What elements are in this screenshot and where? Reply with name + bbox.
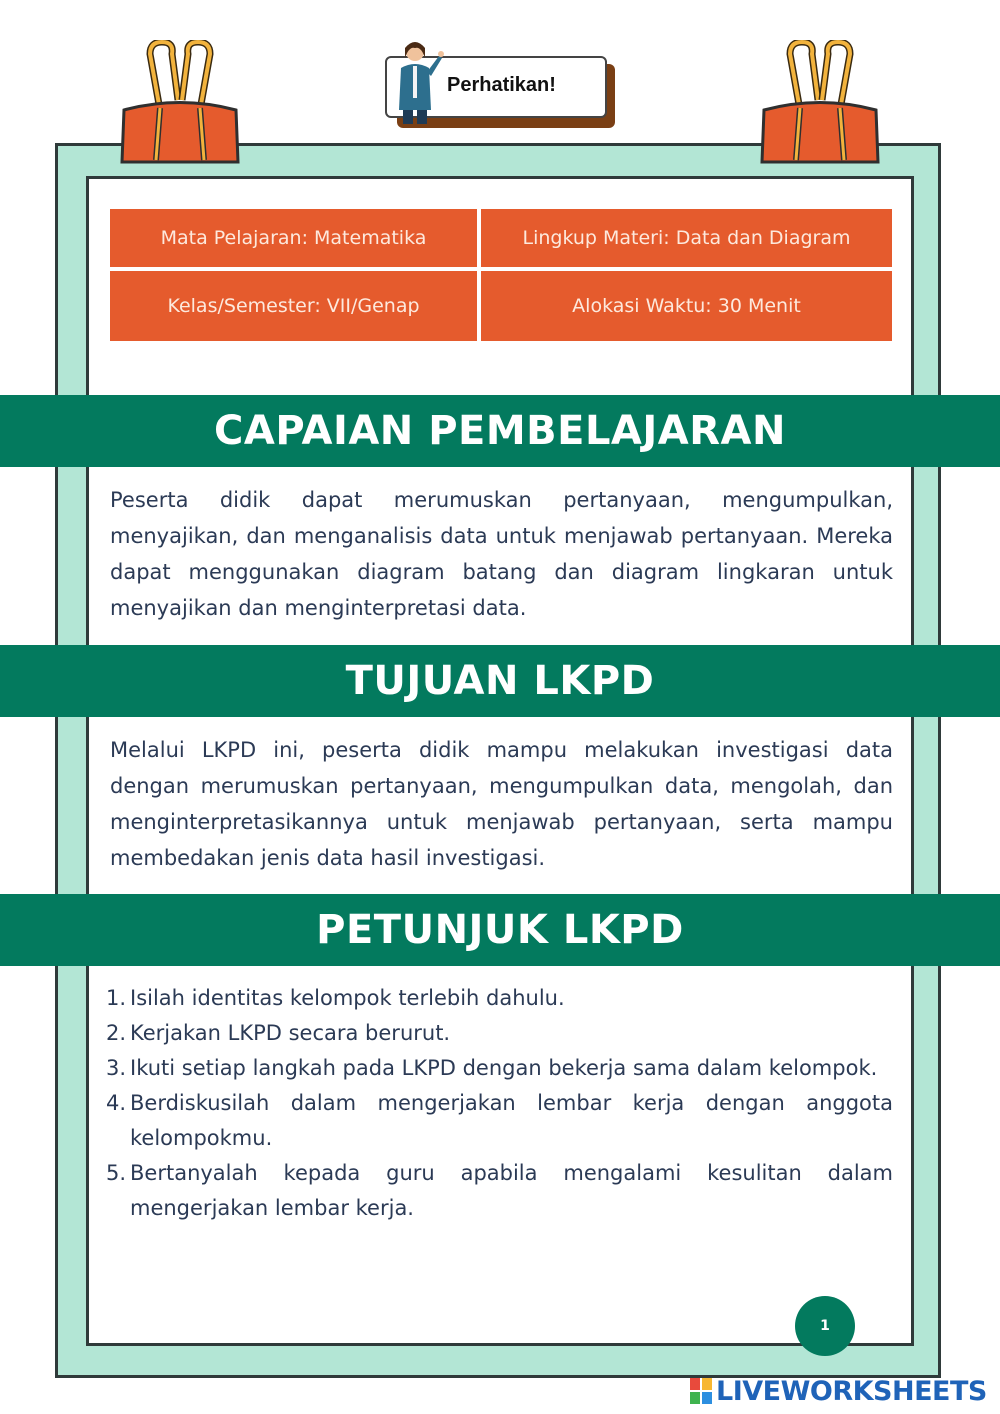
list-item bbox=[106, 1016, 893, 1051]
attention-card bbox=[385, 50, 617, 130]
info-subject: Mata Pelajaran: Matematika bbox=[110, 209, 477, 267]
info-time: Alokasi Waktu: 30 Menit bbox=[481, 271, 892, 341]
liveworksheets-brand bbox=[690, 1376, 987, 1406]
step-text: Ikuti setiap langkah pada LKPD dengan bekerja sama dalam kelompok. bbox=[130, 1056, 878, 1080]
step-text: Kerjakan LKPD secara berurut. bbox=[130, 1021, 451, 1045]
step-number: 4. bbox=[106, 1091, 127, 1115]
binder-clip-icon bbox=[120, 40, 240, 166]
capaian-text: Peserta didik dapat merumuskan pertanyaan, mengumpulkan, menyajikan, dan menganalisis data untuk menjawab pertanyaan. Mereka dapat menggunakan diagram batang dan diagram lingkaran untuk menyajikan dan menginterpretasi data. bbox=[110, 488, 893, 620]
info-class-semester: Kelas/Semester: VII/Genap bbox=[110, 271, 477, 341]
page-number: 1 bbox=[795, 1296, 855, 1356]
liveworksheets-logo-icon bbox=[690, 1378, 712, 1404]
step-text: Berdiskusilah dalam mengerjakan lembar kerja dengan anggota kelompokmu. bbox=[130, 1091, 893, 1150]
info-table bbox=[110, 209, 892, 343]
step-number: 5. bbox=[106, 1161, 127, 1185]
step-number: 1. bbox=[106, 986, 127, 1010]
attention-label: Perhatikan! bbox=[447, 74, 556, 96]
list-item bbox=[106, 1156, 893, 1226]
list-item bbox=[106, 1086, 893, 1156]
binder-clip-icon bbox=[760, 40, 880, 166]
tujuan-text: Melalui LKPD ini, peserta didik mampu melakukan investigasi data dengan merumuskan pertanyaan, mengumpulkan data, mengolah, dan menginterpretasikannya untuk menjawab pertanyaan, serta mampu membedakan jenis data hasil investigasi. bbox=[110, 738, 893, 870]
step-text: Bertanyalah kepada guru apabila mengalami kesulitan dalam mengerjakan lembar kerja. bbox=[130, 1161, 893, 1220]
list-item bbox=[106, 981, 893, 1016]
step-text: Isilah identitas kelompok terlebih dahulu. bbox=[130, 986, 565, 1010]
step-number: 2. bbox=[106, 1021, 127, 1045]
petunjuk-steps bbox=[106, 981, 893, 1226]
teacher-pointing-icon bbox=[391, 38, 447, 124]
info-scope: Lingkup Materi: Data dan Diagram bbox=[481, 209, 892, 267]
section-title-capaian: CAPAIAN PEMBELAJARAN bbox=[0, 395, 1000, 467]
list-item bbox=[106, 1051, 893, 1086]
brand-text: LIVEWORKSHEETS bbox=[716, 1375, 987, 1407]
section-title-tujuan: TUJUAN LKPD bbox=[0, 645, 1000, 717]
section-title-petunjuk: PETUNJUK LKPD bbox=[0, 894, 1000, 966]
step-number: 3. bbox=[106, 1056, 127, 1080]
